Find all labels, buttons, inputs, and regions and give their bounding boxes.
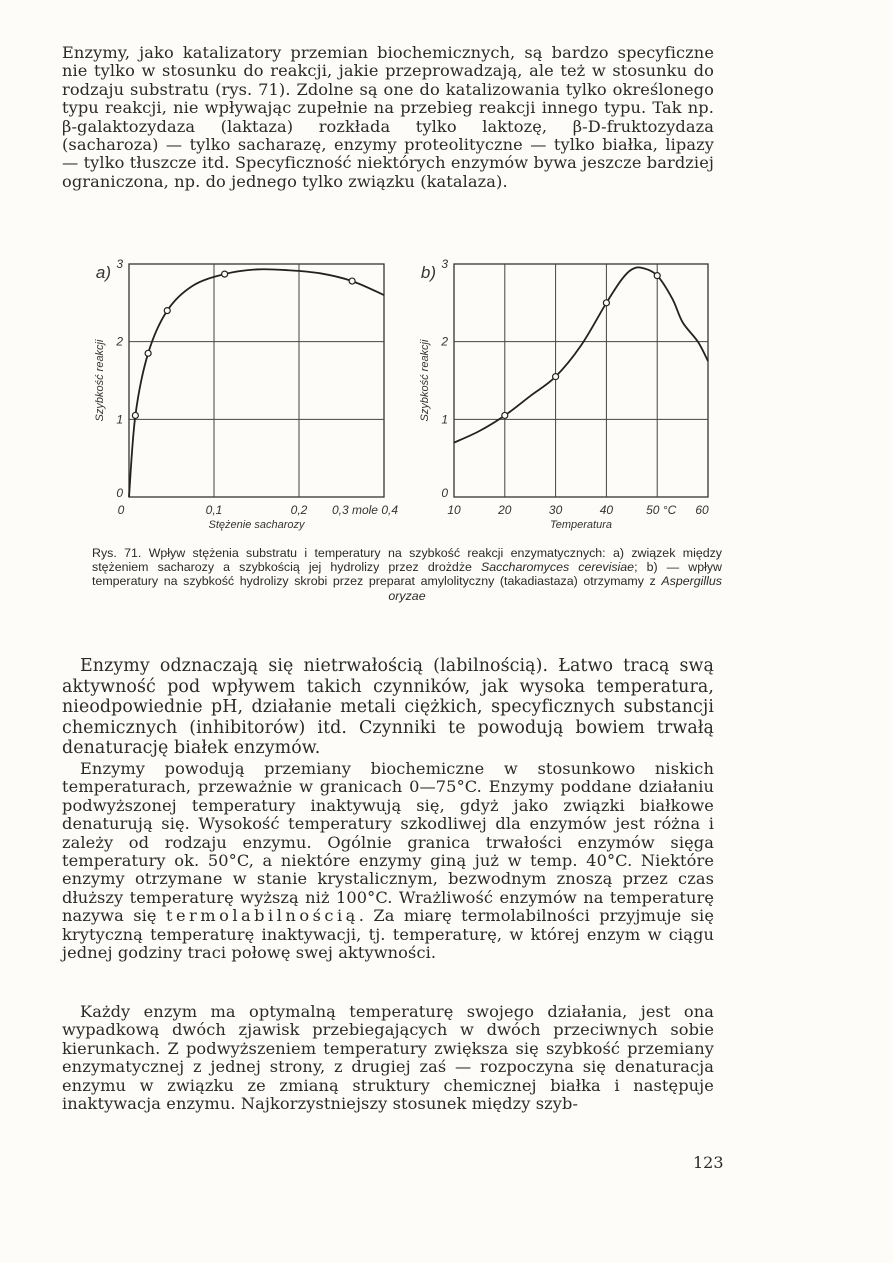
figure-caption — [92, 546, 722, 603]
temperature-text-a: Enzymy powodują przemiany biochemiczne w stosunkowo niskich temperaturach, przeważnie w granicach 0—75°C. Enzymy poddane działaniu podwyższonej temperatury inaktywują się, gdyż jako związki białkowe denaturują się. Wysokość temperatury szkodliwej dla enzymów jest różna i zależy od rodzaju enzymu. Ogólnie granica trwałości enzymów sięga temperatury ok. 50°C, a niektóre enzymy giną już w temp. 40°C. Niektóre enzymy otrzymane w stanie krystalicznym, bezwodnym znoszą przez czas dłuższy temperaturę wyższą niż 100°C. Wrażliwość enzymów na temperaturę nazywa się — [62, 759, 714, 926]
plot-frame — [454, 264, 708, 497]
x-tick-label: 40 — [599, 503, 614, 517]
data-point — [132, 412, 138, 418]
caption-organism1: Saccharomyces cerevisiae — [481, 560, 635, 575]
page-number: 123 — [693, 1153, 724, 1172]
x-tick-label: 0,3 mole 0,4 — [331, 503, 398, 517]
data-point — [502, 412, 508, 418]
y-tick-label: 3 — [441, 257, 448, 271]
x-tick-label: 60 — [695, 503, 709, 517]
y-tick-label: 1 — [116, 412, 123, 427]
temperature-paragraph — [62, 760, 714, 962]
x-tick-label: 10 — [447, 503, 461, 517]
data-point — [349, 278, 355, 284]
data-point — [145, 350, 151, 356]
data-point — [603, 300, 609, 306]
intro-paragraph: Enzymy, jako katalizatory przemian biochemicznych, są bardzo specyficzne nie tylko w stosunku do reakcji, jakie przeprowadzają, ale też w stosunku do rodzaju substratu (rys. 71). Zdolne są one do katalizowania tylko określonego typu reakcji, nie wpływając zupełnie na przebieg reakcji innego typu. Tak np. β-galaktozydaza (laktaza) rozkłada tylko laktozę, β-D-fruktozydaza (sacharoza) — tylko sacharazę, enzymy proteolityczne — tylko białka, lipazy — tylko tłuszcze itd. Specyficzność niektórych enzymów bywa jeszcze bardziej ograniczona, np. do jednego tylko związku (katalaza). — [62, 43, 714, 191]
x-tick-label: 20 — [498, 503, 512, 517]
x-tick-label: 50 °C — [646, 503, 677, 517]
y-tick-label: 0 — [441, 486, 448, 500]
x-tick-label: 0,1 — [205, 503, 223, 517]
y-tick-label: 1 — [441, 412, 448, 427]
x-axis-label: Stężenie sacharozy — [208, 519, 305, 531]
y-tick-label: 2 — [116, 334, 123, 349]
data-point — [164, 308, 170, 314]
x-tick-label: 0 — [117, 503, 125, 517]
data-point — [654, 273, 660, 279]
data-point — [222, 271, 228, 277]
term-termolabilnosc: termolabilnością — [165, 906, 359, 926]
optimum-paragraph: Każdy enzym ma optymalną temperaturę swojego działania, jest ona wypadkową dwóch zjawisk przebiegających w dwóch przeciwnych sobie kierunkach. Z podwyższeniem temperatury zwiększa się szybkość przemiany enzymatycznej z jednej strony, z drugiej zaś — rozpoczyna się denaturacja enzymu w związku ze zmianą struktury chemicznej białka i następuje inaktywacja enzymu. Najkorzystniejszy stosunek między szyb- — [62, 1002, 714, 1114]
y-axis-label: Szybkość reakcji — [419, 339, 431, 422]
data-curve — [129, 269, 384, 497]
panel-label: b) — [420, 263, 436, 282]
chart-b — [419, 257, 709, 531]
figure-71 — [0, 0, 893, 540]
y-tick-label: 3 — [116, 257, 123, 271]
temperature-text-b: . Za miarę termolabilności przyjmuje się krytyczną temperaturę inaktywacji, tj. temperaturę, w której enzym w ciągu jednej godziny traci połowę swej aktywności. — [62, 906, 714, 963]
x-tick-label: 30 — [548, 503, 563, 517]
data-point — [553, 374, 559, 380]
data-curve — [454, 267, 708, 442]
caption-part2: ; b) — wpływ temperatury na szybkość hydrolizy skrobi przez preparat amylolityczny (takadiastaza) otrzymamy z — [92, 560, 722, 589]
panel-label: a) — [95, 263, 111, 282]
caption-part1: Rys. 71. Wpływ stężenia substratu i temperatury na szybkość reakcji enzymatycznych: a) związek między stężeniem sacharozy a szybkością jej hydrolizy przez drożdże — [92, 546, 722, 575]
y-tick-label: 0 — [116, 486, 123, 500]
y-axis-label: Szybkość reakcji — [94, 339, 106, 422]
labile-paragraph: Enzymy odznaczają się nietrwałością (labilnością). Łatwo tracą swą aktywność pod wpływem takich czynników, jak wysoka temperatura, nieodpowiednie pH, działanie metali ciężkich, specyficznych substancji chemicznych (inhibitorów) itd. Czynniki te powodują bowiem trwałą denaturację białek enzymów. — [62, 656, 714, 759]
chart-a — [94, 257, 398, 531]
plot-frame — [129, 264, 384, 497]
caption-organism2: Aspergillus oryzae — [388, 574, 722, 603]
x-tick-label: 0,2 — [290, 503, 308, 517]
x-axis-label: Temperatura — [550, 519, 612, 531]
y-tick-label: 2 — [441, 334, 448, 349]
